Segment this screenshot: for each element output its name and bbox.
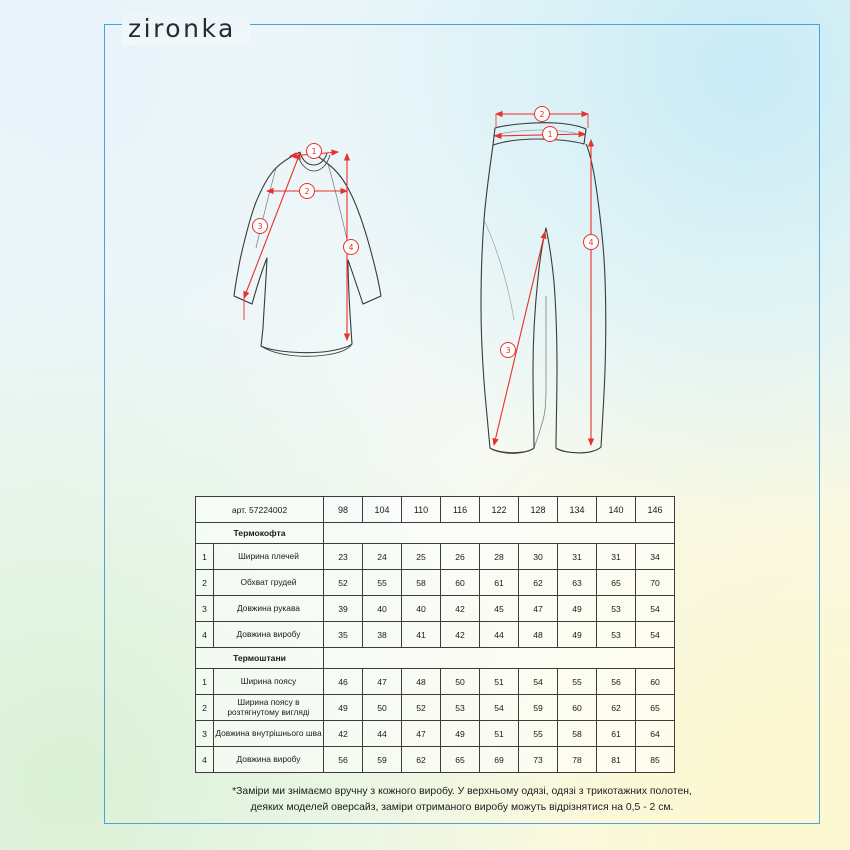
cell-value: 45 <box>480 596 519 622</box>
table-row <box>196 721 675 747</box>
size-header-5: 128 <box>519 497 558 523</box>
section-spacer-top <box>324 523 675 544</box>
cell-value: 62 <box>402 747 441 773</box>
cell-value: 56 <box>597 669 636 695</box>
cell-value: 25 <box>402 544 441 570</box>
cell-value: 55 <box>558 669 597 695</box>
row-label: Довжина виробу <box>214 622 324 648</box>
size-header-4: 122 <box>480 497 519 523</box>
cell-value: 42 <box>441 622 480 648</box>
cell-value: 65 <box>636 695 675 721</box>
cell-value: 51 <box>480 669 519 695</box>
size-header-7: 140 <box>597 497 636 523</box>
size-header-1: 104 <box>363 497 402 523</box>
cell-value: 58 <box>558 721 597 747</box>
cell-value: 70 <box>636 570 675 596</box>
row-number: 4 <box>196 747 214 773</box>
thermal-top-drawing <box>234 152 381 356</box>
cell-value: 60 <box>636 669 675 695</box>
cell-value: 61 <box>480 570 519 596</box>
cell-value: 51 <box>480 721 519 747</box>
row-number: 2 <box>196 570 214 596</box>
row-number: 1 <box>196 544 214 570</box>
svg-text:4: 4 <box>348 243 354 252</box>
section-spacer-bottom <box>324 648 675 669</box>
cell-value: 69 <box>480 747 519 773</box>
cell-value: 40 <box>402 596 441 622</box>
svg-text:1: 1 <box>547 130 553 139</box>
svg-text:4: 4 <box>588 238 594 247</box>
size-table <box>195 496 675 773</box>
size-header-2: 110 <box>402 497 441 523</box>
cell-value: 54 <box>519 669 558 695</box>
cell-value: 55 <box>519 721 558 747</box>
table-row <box>196 544 675 570</box>
top-measure-markers <box>253 144 359 255</box>
size-header-3: 116 <box>441 497 480 523</box>
cell-value: 53 <box>441 695 480 721</box>
svg-text:3: 3 <box>257 222 263 231</box>
cell-value: 38 <box>363 622 402 648</box>
cell-value: 63 <box>558 570 597 596</box>
cell-value: 52 <box>402 695 441 721</box>
cell-value: 55 <box>363 570 402 596</box>
leggings-measure-lines <box>494 114 594 445</box>
cell-value: 47 <box>363 669 402 695</box>
cell-value: 58 <box>402 570 441 596</box>
table-row <box>196 622 675 648</box>
cell-value: 24 <box>363 544 402 570</box>
row-label: Ширина поясу <box>214 669 324 695</box>
cell-value: 35 <box>324 622 363 648</box>
cell-value: 62 <box>597 695 636 721</box>
svg-text:2: 2 <box>539 110 545 119</box>
size-header-0: 98 <box>324 497 363 523</box>
row-label: Довжина виробу <box>214 747 324 773</box>
row-number: 1 <box>196 669 214 695</box>
table-row <box>196 695 675 721</box>
article-cell: арт. 57224002 <box>196 497 324 523</box>
cell-value: 49 <box>558 622 597 648</box>
row-label: Обхват грудей <box>214 570 324 596</box>
row-label: Ширина плечей <box>214 544 324 570</box>
cell-value: 85 <box>636 747 675 773</box>
cell-value: 48 <box>519 622 558 648</box>
size-header-8: 146 <box>636 497 675 523</box>
cell-value: 60 <box>558 695 597 721</box>
cell-value: 34 <box>636 544 675 570</box>
cell-value: 40 <box>363 596 402 622</box>
cell-value: 59 <box>363 747 402 773</box>
garment-illustrations <box>104 70 820 490</box>
cell-value: 30 <box>519 544 558 570</box>
row-number: 2 <box>196 695 214 721</box>
size-header-6: 134 <box>558 497 597 523</box>
cell-value: 31 <box>558 544 597 570</box>
cell-value: 23 <box>324 544 363 570</box>
cell-value: 73 <box>519 747 558 773</box>
cell-value: 56 <box>324 747 363 773</box>
cell-value: 62 <box>519 570 558 596</box>
top-measure-lines <box>244 152 347 340</box>
svg-text:1: 1 <box>311 147 317 156</box>
cell-value: 47 <box>519 596 558 622</box>
row-number: 3 <box>196 596 214 622</box>
row-label: Довжина рукава <box>214 596 324 622</box>
cell-value: 64 <box>636 721 675 747</box>
cell-value: 65 <box>441 747 480 773</box>
row-label: Ширина поясу в розтягнутому вигляді <box>214 695 324 721</box>
brand-logo: zironka <box>122 14 250 45</box>
cell-value: 53 <box>597 596 636 622</box>
footnote-line-2: деяких моделей оверсайз, заміри отриманого виробу можуть відрізнятися на 0,5 - 2 см. <box>250 801 674 813</box>
cell-value: 59 <box>519 695 558 721</box>
cell-value: 46 <box>324 669 363 695</box>
cell-value: 28 <box>480 544 519 570</box>
cell-value: 50 <box>363 695 402 721</box>
row-number: 3 <box>196 721 214 747</box>
cell-value: 47 <box>402 721 441 747</box>
footnote-line-1: *Заміри ми знімаємо вручну з кожного виробу. У верхньому одязі, одязі з трикотажних полотен, <box>232 786 692 797</box>
cell-value: 44 <box>363 721 402 747</box>
table-row <box>196 747 675 773</box>
cell-value: 49 <box>324 695 363 721</box>
table-row <box>196 570 675 596</box>
cell-value: 49 <box>441 721 480 747</box>
cell-value: 81 <box>597 747 636 773</box>
row-label: Довжина внутрішнього шва <box>214 721 324 747</box>
cell-value: 50 <box>441 669 480 695</box>
svg-text:3: 3 <box>505 346 511 355</box>
cell-value: 31 <box>597 544 636 570</box>
cell-value: 42 <box>324 721 363 747</box>
cell-value: 42 <box>441 596 480 622</box>
cell-value: 53 <box>597 622 636 648</box>
cell-value: 39 <box>324 596 363 622</box>
cell-value: 54 <box>480 695 519 721</box>
section-header-bottom <box>196 648 675 669</box>
svg-text:2: 2 <box>304 187 310 196</box>
row-number: 4 <box>196 622 214 648</box>
cell-value: 65 <box>597 570 636 596</box>
section-title-top: Термокофта <box>196 523 324 544</box>
cell-value: 60 <box>441 570 480 596</box>
table-row <box>196 596 675 622</box>
cell-value: 26 <box>441 544 480 570</box>
footnote <box>120 784 804 815</box>
section-header-top <box>196 523 675 544</box>
cell-value: 78 <box>558 747 597 773</box>
section-title-bottom: Термоштани <box>196 648 324 669</box>
table-row <box>196 669 675 695</box>
cell-value: 61 <box>597 721 636 747</box>
cell-value: 54 <box>636 622 675 648</box>
cell-value: 49 <box>558 596 597 622</box>
size-table-container <box>195 496 675 773</box>
table-header-row <box>196 497 675 523</box>
cell-value: 41 <box>402 622 441 648</box>
cell-value: 44 <box>480 622 519 648</box>
cell-value: 48 <box>402 669 441 695</box>
thermal-leggings-drawing <box>481 123 606 454</box>
cell-value: 54 <box>636 596 675 622</box>
cell-value: 52 <box>324 570 363 596</box>
